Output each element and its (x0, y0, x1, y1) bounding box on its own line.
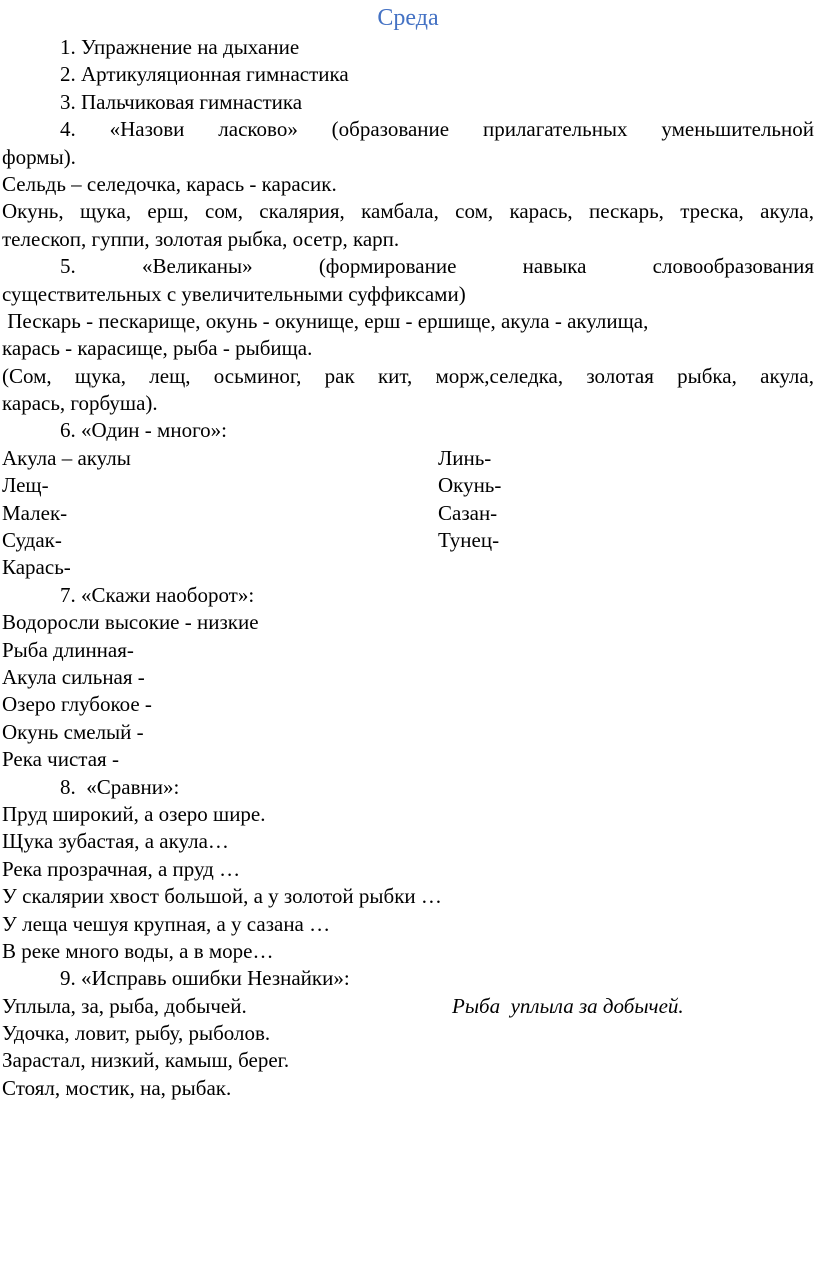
item-affectionate-example: Сельдь – селедочка, карась - карасик. (2, 171, 337, 196)
item-affectionate-words-cont: телескоп, гуппи, золотая рыбка, осетр, карп. (2, 226, 400, 251)
one-many-left: Лещ- (2, 473, 49, 498)
one-many-row (2, 500, 814, 527)
item-giants-heading: 5. «Великаны» (формирование навыка словообразования (60, 254, 814, 279)
fix-scrambled: Удочка, ловит, рыбу, рыболов. (2, 1021, 271, 1046)
one-many-row (2, 527, 814, 554)
fix-scrambled: Уплыла, за, рыба, добычей. (2, 993, 247, 1018)
document-page (2, 4, 814, 1102)
item-giants-example: Пескарь - пескарище, окунь - окунище, ерш - ершище, акула - акулища, (2, 308, 649, 333)
one-many-left: Акула – акулы (2, 445, 131, 470)
opposites-line: Рыба длинная- (2, 637, 134, 662)
one-many-right: Сазан- (438, 500, 498, 525)
opposites-line: Окунь смелый - (2, 719, 144, 744)
compare-line: Щука зубастая, а акула… (2, 829, 229, 854)
one-many-right: Тунец- (438, 528, 500, 553)
item-affectionate-heading: 4. «Назови ласково» (образование прилагательных уменьшительной (60, 117, 814, 142)
compare-line: В реке много воды, а в море… (2, 938, 274, 963)
item-opposites-heading: 7. «Скажи наоборот»: (60, 582, 255, 607)
fix-answer: Рыба уплыла за добычей. (452, 993, 684, 1018)
opposites-line: Озеро глубокое - (2, 692, 152, 717)
fix-scrambled: Стоял, мостик, на, рыбак. (2, 1075, 232, 1100)
compare-line: У леща чешуя крупная, а у сазана … (2, 911, 331, 936)
one-many-left: Малек- (2, 500, 68, 525)
one-many-left: Судак- (2, 528, 62, 553)
one-many-left: Карась- (2, 555, 71, 580)
page-title: Среда (377, 5, 439, 31)
compare-line: Река прозрачная, а пруд … (2, 856, 241, 881)
item-breathing: 1. Упражнение на дыхание (60, 35, 300, 59)
item-one-many-heading: 6. «Один - много»: (60, 418, 227, 443)
item-finger-gymnastics: 3. Пальчиковая гимнастика (60, 89, 303, 114)
item-fix-heading: 9. «Исправь ошибки Незнайки»: (60, 966, 350, 991)
item-giants-example-cont: карась - карасище, рыба - рыбища. (2, 336, 313, 361)
one-many-right: Линь- (438, 445, 492, 470)
item-articulation: 2. Артикуляционная гимнастика (60, 62, 349, 87)
fix-row (2, 993, 814, 1020)
one-many-row (2, 445, 814, 472)
compare-line: У скалярии хвост большой, а у золотой рыбки … (2, 884, 442, 909)
one-many-right: Окунь- (438, 473, 502, 498)
one-many-row (2, 472, 814, 499)
item-giants-words-cont: карась, горбуша). (2, 391, 158, 416)
item-affectionate-words: Окунь, щука, ерш, сом, скалярия, камбала, сом, карась, пескарь, треска, акула, (2, 199, 814, 224)
item-giants-heading-cont: существительных с увеличительными суффиксами) (2, 281, 466, 306)
opposites-line: Водоросли высокие - низкие (2, 610, 259, 635)
item-compare-heading: 8. «Сравни»: (60, 774, 180, 799)
item-giants-words: (Сом, щука, лещ, осьминог, рак кит, морж,селедка, золотая рыбка, акула, (2, 363, 814, 388)
fix-scrambled: Зарастал, низкий, камыш, берег. (2, 1048, 290, 1073)
opposites-line: Река чистая - (2, 747, 119, 772)
opposites-line: Акула сильная - (2, 664, 145, 689)
compare-line: Пруд широкий, а озеро шире. (2, 801, 266, 826)
item-affectionate-heading-cont: формы). (2, 144, 76, 169)
